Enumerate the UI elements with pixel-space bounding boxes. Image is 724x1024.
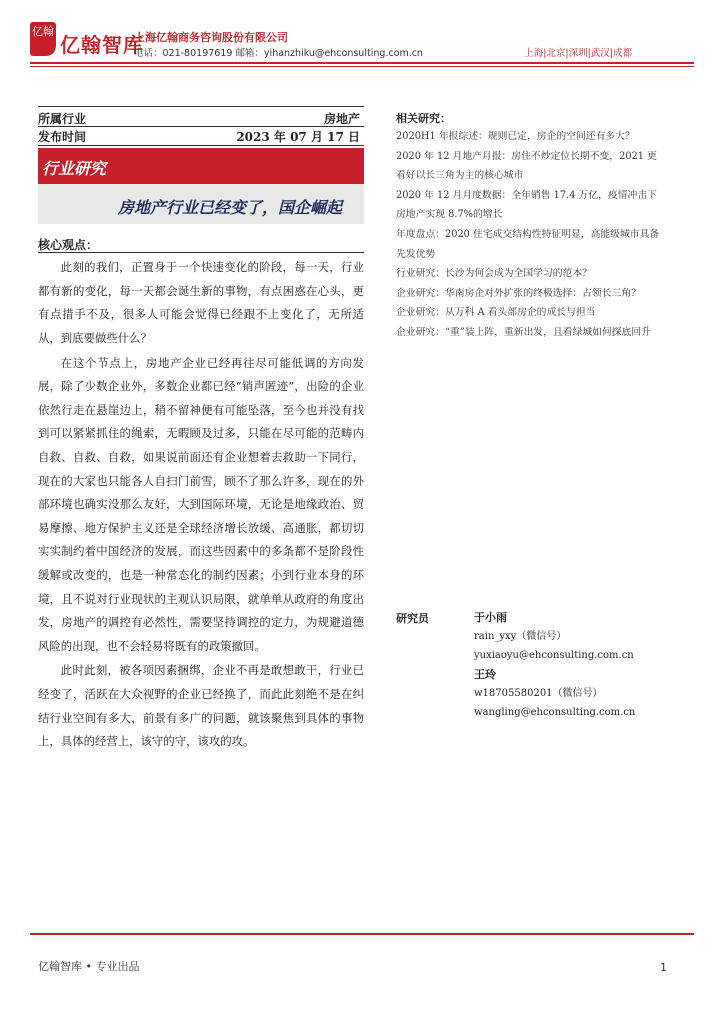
paragraph: 此刻的我们，正置身于一个快速变化的阶段，每一天，行业都有新的变化，每一天都会诞生新的事物，有点困惑在心头，更有点措手不及，很多人可能会觉得已经跟不上变化了，无所适从，到底要做些什么？ [38, 260, 364, 345]
date-value: 2023 年 07 月 17 日 [236, 130, 360, 144]
logo-mark: 亿翰 [30, 22, 56, 56]
analyst-name: 王玲 [474, 668, 496, 681]
related-research-link[interactable]: 企业研究：华南房企对外扩张的终极选择：占领长三角？ [396, 287, 641, 299]
analyst-email[interactable]: wangling@ehconsulting.com.cn [474, 707, 636, 718]
company-name: 上海亿翰商务咨询股份有限公司 [134, 31, 288, 44]
core-body [38, 256, 364, 755]
report-title: 房地产行业已经变了，国企崛起 [118, 198, 343, 217]
related-research-link[interactable]: 企业研究：从万科 A 看头部房企的成长与担当 [396, 307, 596, 319]
header-divider [30, 62, 694, 64]
analyst-wechat: rain_yxy（微信号） [474, 631, 567, 642]
core-viewpoints-heading: 核心观点： [38, 238, 99, 252]
related-research-link[interactable]: 年度盘点：2020 住宅成交结构性特征明显，高能级城市具备先发优势 [396, 228, 660, 260]
related-research-list [396, 127, 662, 343]
footer-divider [30, 933, 694, 935]
related-research-link[interactable]: 2020 年 12 月地产月报：房住不炒定位长期不变，2021 更看好以长三角为主的核心城市 [396, 150, 657, 182]
analyst-wechat: w18705580201（微信号） [474, 688, 603, 699]
analyst-label: 研究员 [396, 612, 429, 625]
footer-brand: 亿翰智库 • 专业出品 [38, 960, 140, 973]
report-type-tag: 行业研究 [42, 159, 107, 178]
industry-label: 所属行业 [38, 112, 87, 126]
office-cities: 上海|北京|深圳|武汉|成都 [524, 48, 632, 59]
related-research-heading: 相关研究： [396, 112, 451, 125]
industry-value: 房地产 [323, 112, 360, 126]
paragraph: 此时此刻，被各项因素捆绑，企业不再是敢想敢干，行业已经变了，活跃在大众视野的企业已经换了，而此此刻绝不是在纠结行业空间有多大，前景有多广的问题，就该聚焦到具体的事物上，具体的经营上，该守的守，该攻的攻。 [38, 663, 364, 749]
date-label: 发布时间 [38, 130, 87, 144]
paragraph: 在这个节点上，房地产企业已经再往尽可能低调的方向发展，除了少数企业外，多数企业都已经“销声匿迹”，出险的企业依然行走在悬崖边上，稍不留神便有可能坠落，至今也并没有找到可以紧紧抓住的绳索，无暇顾及过多，只能在尽可能的范畴内自救、自救、自救，如果说前面还有企业想着去救助一下同行，现在的大家也只能各人自扫门前雪，顾不了那么许多，现在的外部环境也确实没那么友好，大到国际环境，无论是地缘政治、贸易摩擦、地方保护主义还是全球经济增长放缓、高通胀，都切切实实制约着中国经济的发展，而这些因素中的多条都不是阶段性缓解或改变的，也是一种常态化的制约因素；小到行业本身的环境，且不说对行业现状的主观认识局限，就单单从政府的角度出发，房地产的调控有必然性，需要坚持调控的定力，为规避道德风险的出现，也不会轻易将既有的政策撤回。 [38, 355, 364, 653]
meta-bottom-rule [38, 145, 364, 146]
meta-top-rule [38, 106, 364, 107]
related-research-link[interactable]: 企业研究：“重”装上阵，重新出发，且看绿城如何探底回升 [396, 326, 651, 338]
related-research-link[interactable]: 2020H1 年报综述：规则已定，房企的空间还有多大？ [396, 131, 635, 142]
related-research-link[interactable]: 2020 年 12 月月度数据：全年销售 17.4 万亿，疫情冲击下房地产实现 8.7%的增长 [396, 189, 657, 221]
related-research-link[interactable]: 行业研究：长沙为何会成为全国学习的范本？ [396, 268, 592, 280]
core-heading-rule [38, 252, 364, 253]
meta-mid-rule [38, 126, 364, 127]
analyst-name: 于小雨 [474, 611, 507, 624]
header-divider-thin [30, 66, 694, 67]
analyst-email[interactable]: yuxiaoyu@ehconsulting.com.cn [474, 650, 634, 661]
page-number: 1 [660, 961, 667, 974]
brand-logo-text: 亿翰智库 [60, 33, 144, 57]
contact-info: 电话：021-80197619 邮箱：yihanzhiku@ehconsulting.com.cn [134, 48, 423, 59]
